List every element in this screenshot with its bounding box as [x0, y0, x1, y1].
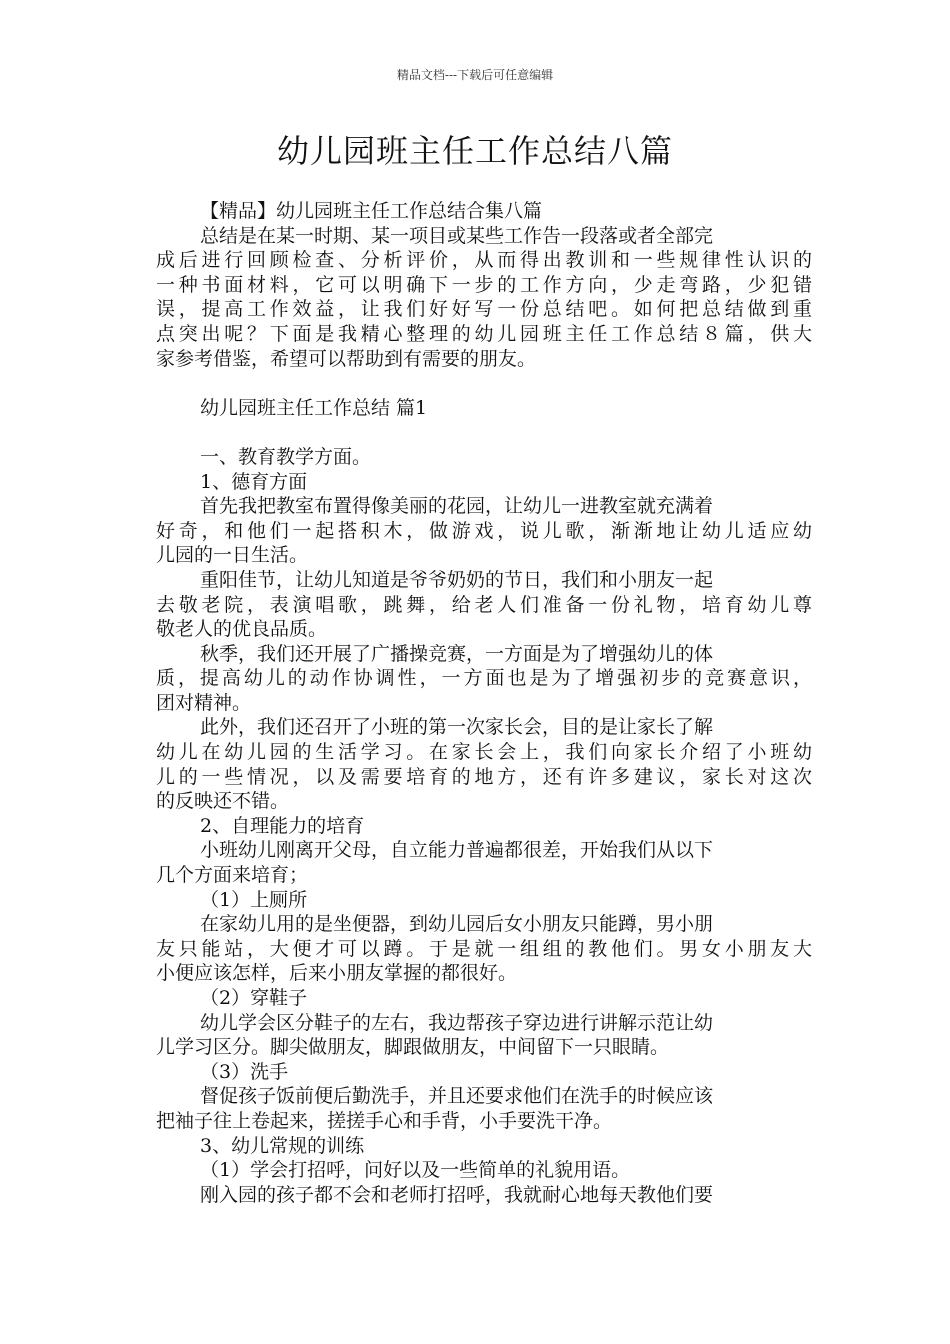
text-line: 一种书面材料，它可以明确下一步的工作方向，少走弯路，少犯错 — [156, 273, 812, 296]
text-line: 督促孩子饭前便后勤洗手，并且还要求他们在洗手的时候应该 — [200, 1085, 714, 1108]
text-line: 友只能站，大便才可以蹲。于是就一组组的教他们。男女小朋友大 — [156, 937, 812, 960]
text-line: 【精品】幼儿园班主任工作总结合集八篇 — [200, 200, 543, 222]
text-line: （1）上厕所 — [200, 888, 308, 911]
page-header: 精品文档---下载后可任意编辑 — [396, 68, 554, 82]
text-line: 首先我把教室布置得像美丽的花园，让幼儿一进教室就充满着 — [200, 495, 714, 518]
text-line: （3）洗手 — [200, 1060, 289, 1083]
text-line: 总结是在某一时期、某一项目或某些工作告一段落或者全部完 — [200, 224, 714, 247]
text-line: 儿学习区分。脚尖做朋友，脚跟做朋友，中间留下一只眼睛。 — [156, 1036, 670, 1059]
text-line: 2、自理能力的培育 — [200, 814, 365, 837]
text-line: 去敬老院，表演唱歌，跳舞，给老人们准备一份礼物，培育幼儿尊 — [156, 593, 812, 616]
text-line: （2）穿鞋子 — [200, 987, 308, 1009]
text-line: 成后进行回顾检查、分析评价，从而得出教训和一些规律性认识的 — [156, 249, 812, 272]
text-line: 的反映还不错。 — [156, 790, 290, 813]
text-line: 把袖子往上卷起来，搓搓手心和手背，小手要洗干净。 — [156, 1109, 613, 1132]
text-line: 儿的一些情况，以及需要培育的地方，还有许多建议，家长对这次 — [156, 765, 812, 788]
document-title: 幼儿园班主任工作总结八篇 — [276, 132, 673, 170]
text-line: 家参考借鉴，希望可以帮助到有需要的朋友。 — [156, 347, 537, 370]
text-line: 团对精神。 — [156, 691, 252, 714]
text-line: 质，提高幼儿的动作协调性，一方面也是为了增强初步的竞赛意识， — [156, 667, 812, 690]
text-line: 幼儿在幼儿园的生活学习。在家长会上，我们向家长介绍了小班幼 — [156, 741, 812, 764]
text-line: 幼儿园班主任工作总结 篇1 — [200, 396, 428, 419]
text-line: 幼儿学会区分鞋子的左右，我边帮孩子穿边进行讲解示范让幼 — [200, 1011, 714, 1034]
text-line: 点突出呢？下面是我精心整理的幼儿园班主任工作总结８篇，供大 — [156, 322, 812, 345]
text-line: 此外，我们还召开了小班的第一次家长会，目的是让家长了解 — [200, 716, 714, 739]
blank-line — [156, 420, 812, 445]
document-body — [156, 199, 812, 1207]
text-line: 1、德育方面 — [200, 470, 308, 493]
text-line: 误，提高工作效益，让我们好好写一份总结吧。如何把总结做到重 — [156, 298, 812, 321]
text-line: 好奇，和他们一起搭积木，做游戏，说儿歌，渐渐地让幼儿适应幼 — [156, 519, 812, 542]
text-line: 小便应该怎样，后来小朋友掌握的都很好。 — [156, 962, 518, 985]
text-line: 敬老人的优良品质。 — [156, 618, 328, 641]
text-line: 几个方面来培育； — [156, 864, 309, 887]
text-line: 刚入园的孩子都不会和老师打招呼，我就耐心地每天教他们要 — [200, 1183, 714, 1206]
text-line: 在家幼儿用的是坐便器，到幼儿园后女小朋友只能蹲，男小朋 — [200, 913, 714, 936]
text-line: 一、教育教学方面。 — [200, 445, 372, 468]
text-line: 重阳佳节，让幼儿知道是爷爷奶奶的节日，我们和小朋友一起 — [200, 568, 714, 591]
text-line: 小班幼儿刚离开父母，自立能力普遍都很差，开始我们从以下 — [200, 839, 714, 862]
text-line: 3、幼儿常规的训练 — [200, 1134, 365, 1157]
text-line: 秋季，我们还开展了广播操竞赛，一方面是为了增强幼儿的体 — [200, 642, 714, 665]
text-line: （1）学会打招呼，问好以及一些简单的礼貌用语。 — [200, 1159, 631, 1182]
text-line: 儿园的一日生活。 — [156, 544, 309, 567]
blank-line — [156, 371, 812, 396]
